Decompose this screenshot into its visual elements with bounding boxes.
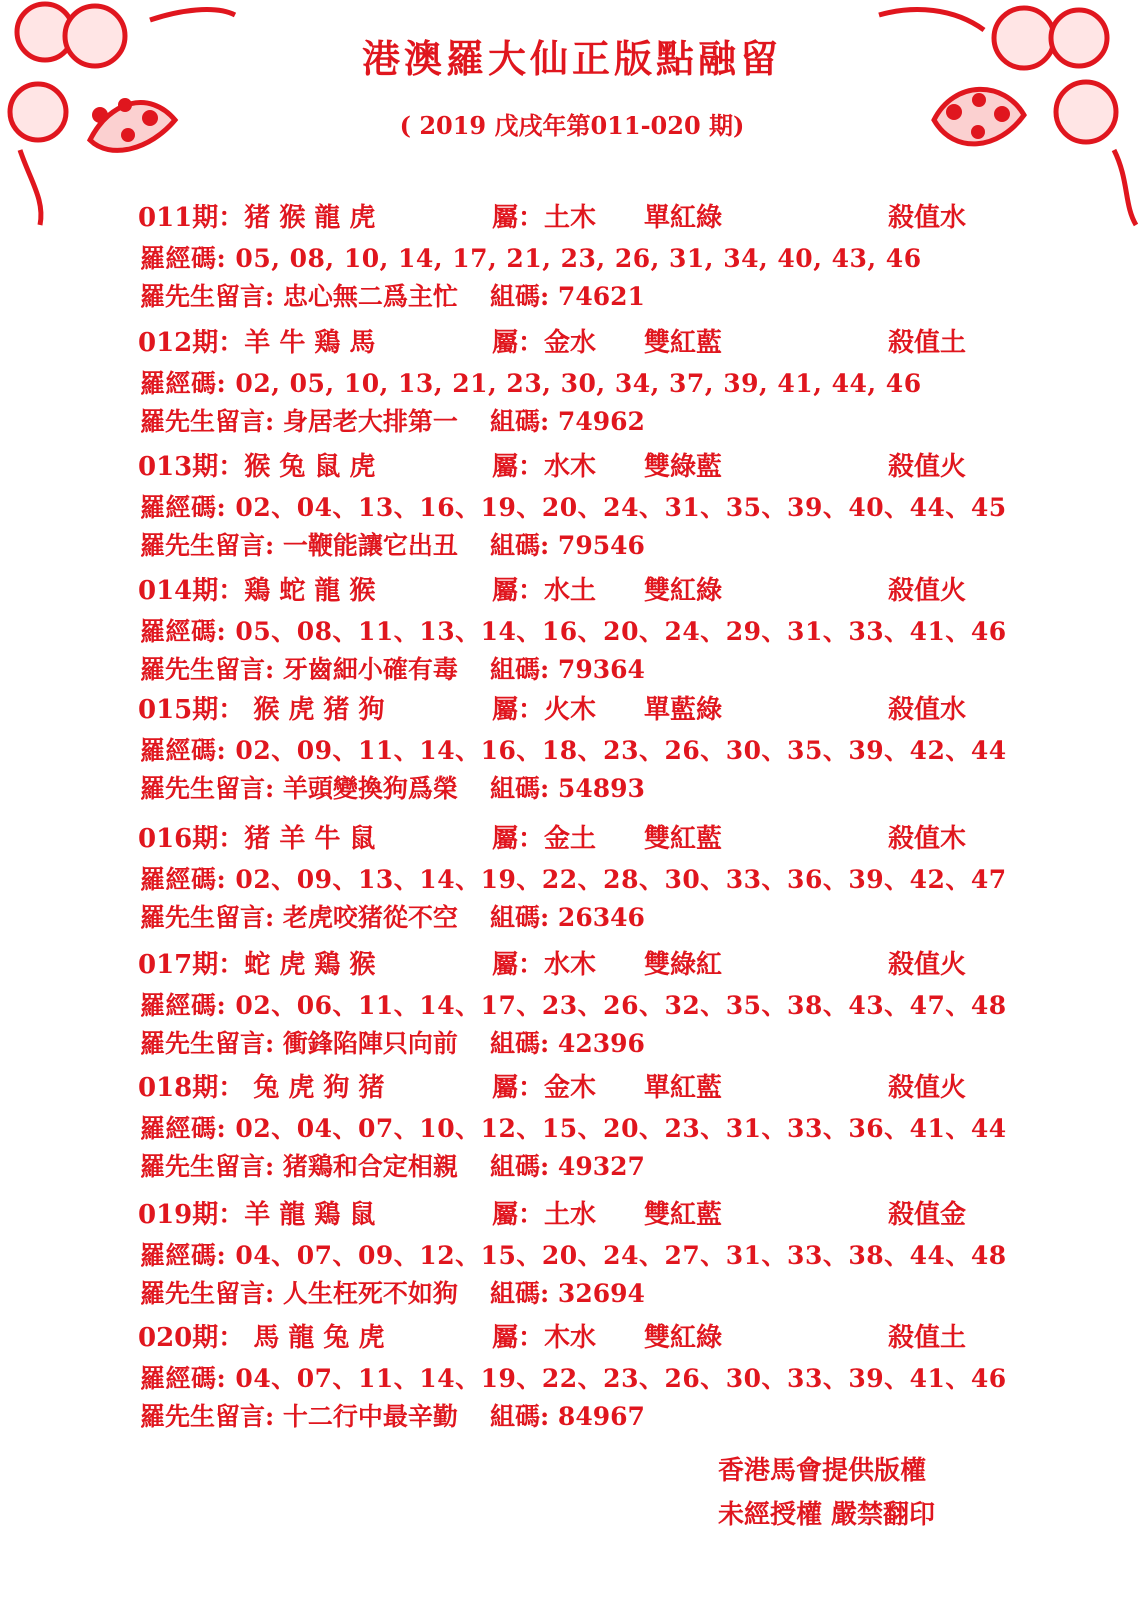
compass-numbers: 羅經碼: 02、06、11、14、17、23、26、32、35、38、43、47、48	[140, 991, 1007, 1020]
kill-label: 殺值火	[888, 452, 967, 482]
attribute-label: 屬：木水	[492, 1323, 597, 1353]
kill-label: 殺值火	[888, 950, 967, 980]
period-label: 019期：羊 龍 鶏 鼠	[138, 1200, 376, 1230]
attribute-label: 屬：火木	[492, 695, 597, 725]
color-label: 雙綠紅	[644, 950, 723, 980]
attribute-label: 屬：水土	[492, 576, 597, 606]
compass-numbers: 羅經碼: 02、04、13、16、19、20、24、31、35、39、40、44、45	[140, 493, 1007, 522]
period-label: 013期：猴 兔 鼠 虎	[138, 452, 376, 482]
kill-label: 殺值水	[888, 203, 967, 233]
period-header	[0, 197, 1144, 231]
message-text: 羅先生留言: 十二行中最辛勤	[140, 1402, 458, 1431]
group-code: 組碼: 42396	[490, 1029, 645, 1058]
message-text: 羅先生留言: 羊頭變換狗爲榮	[140, 774, 458, 803]
message-text: 羅先生留言: 忠心無二爲主忙	[140, 282, 458, 311]
kill-label: 殺值金	[888, 1200, 967, 1230]
period-label: 017期：蛇 虎 鶏 猴	[138, 950, 376, 980]
kill-label: 殺值水	[888, 695, 967, 725]
period-label: 011期：猪 猴 龍 虎	[138, 203, 376, 233]
period-label: 020期： 馬 龍 兔 虎	[138, 1323, 385, 1353]
message-text: 羅先生留言: 牙齒細小確有毒	[140, 655, 458, 684]
message-line	[140, 1147, 840, 1179]
message-line	[140, 898, 840, 930]
message-text: 羅先生留言: 猪鶏和合定相親	[140, 1152, 458, 1181]
compass-numbers: 羅經碼: 05, 08, 10, 14, 17, 21, 23, 26, 31, 34, 40, 43, 46	[140, 244, 922, 273]
group-code: 組碼: 26346	[490, 903, 645, 932]
group-code: 組碼: 84967	[490, 1402, 645, 1431]
kill-label: 殺值火	[888, 1073, 967, 1103]
attribute-label: 屬：水木	[492, 452, 597, 482]
period-label: 014期：鶏 蛇 龍 猴	[138, 576, 376, 606]
color-label: 單紅綠	[644, 203, 723, 233]
message-text: 羅先生留言: 身居老大排第一	[140, 407, 458, 436]
message-text: 羅先生留言: 老虎咬猪從不空	[140, 903, 458, 932]
group-code: 組碼: 49327	[490, 1152, 645, 1181]
page-title: 港澳羅大仙正版點融留	[361, 36, 782, 81]
period-header	[0, 818, 1144, 852]
period-label: 012期：羊 牛 鶏 馬	[138, 328, 376, 358]
footer-copyright: 香港馬會提供版權	[718, 1456, 927, 1486]
attribute-label: 屬：金木	[492, 1073, 597, 1103]
compass-numbers: 羅經碼: 04、07、09、12、15、20、24、27、31、33、38、44、48	[140, 1241, 1007, 1270]
attribute-label: 屬：金土	[492, 824, 597, 854]
message-line	[140, 402, 840, 434]
period-header	[0, 446, 1144, 480]
period-header	[0, 689, 1144, 723]
attribute-label: 屬：土水	[492, 1200, 597, 1230]
message-line	[140, 1397, 840, 1429]
kill-label: 殺值火	[888, 576, 967, 606]
compass-numbers: 羅經碼: 02、04、07、10、12、15、20、23、31、33、36、41、44	[140, 1114, 1007, 1143]
message-line	[140, 1274, 840, 1306]
page-subtitle: ( 2019 戊戌年第011-020 期)	[399, 111, 745, 140]
message-line	[140, 277, 840, 309]
group-code: 組碼: 74621	[490, 282, 645, 311]
period-header	[0, 944, 1144, 978]
period-header	[0, 1067, 1144, 1101]
group-code: 組碼: 32694	[490, 1279, 645, 1308]
compass-numbers: 羅經碼: 05、08、11、13、14、16、20、24、29、31、33、41、46	[140, 617, 1007, 646]
kill-label: 殺值木	[888, 824, 967, 854]
color-label: 雙紅藍	[644, 328, 723, 358]
message-line	[140, 1024, 840, 1056]
color-label: 雙綠藍	[644, 452, 723, 482]
group-code: 組碼: 79546	[490, 531, 645, 560]
message-line	[140, 769, 840, 801]
attribute-label: 屬：水木	[492, 950, 597, 980]
color-label: 雙紅綠	[644, 1323, 723, 1353]
period-label: 018期： 兔 虎 狗 猪	[138, 1073, 385, 1103]
color-label: 雙紅綠	[644, 576, 723, 606]
message-text: 羅先生留言: 衝鋒陷陣只向前	[140, 1029, 458, 1058]
message-line	[140, 650, 840, 682]
period-header	[0, 1194, 1144, 1228]
message-text: 羅先生留言: 人生枉死不如狗	[140, 1279, 458, 1308]
message-line	[140, 526, 840, 558]
period-header	[0, 570, 1144, 604]
group-code: 組碼: 54893	[490, 774, 645, 803]
kill-label: 殺值土	[888, 1323, 967, 1353]
group-code: 組碼: 74962	[490, 407, 645, 436]
compass-numbers: 羅經碼: 02, 05, 10, 13, 21, 23, 30, 34, 37, 39, 41, 44, 46	[140, 369, 922, 398]
attribute-label: 屬：土木	[492, 203, 597, 233]
color-label: 單藍綠	[644, 695, 723, 725]
compass-numbers: 羅經碼: 02、09、11、14、16、18、23、26、30、35、39、42、44	[140, 736, 1007, 765]
period-label: 016期：猪 羊 牛 鼠	[138, 824, 376, 854]
period-label: 015期： 猴 虎 猪 狗	[138, 695, 385, 725]
kill-label: 殺值土	[888, 328, 967, 358]
footer-warning: 未經授權 嚴禁翻印	[718, 1500, 936, 1530]
color-label: 單紅藍	[644, 1073, 723, 1103]
period-header	[0, 322, 1144, 356]
color-label: 雙紅藍	[644, 824, 723, 854]
message-text: 羅先生留言: 一鞭能讓它出丑	[140, 531, 458, 560]
group-code: 組碼: 79364	[490, 655, 645, 684]
compass-numbers: 羅經碼: 02、09、13、14、19、22、28、30、33、36、39、42、47	[140, 865, 1007, 894]
attribute-label: 屬：金水	[492, 328, 597, 358]
period-header	[0, 1317, 1144, 1351]
compass-numbers: 羅經碼: 04、07、11、14、19、22、23、26、30、33、39、41、46	[140, 1364, 1007, 1393]
color-label: 雙紅藍	[644, 1200, 723, 1230]
